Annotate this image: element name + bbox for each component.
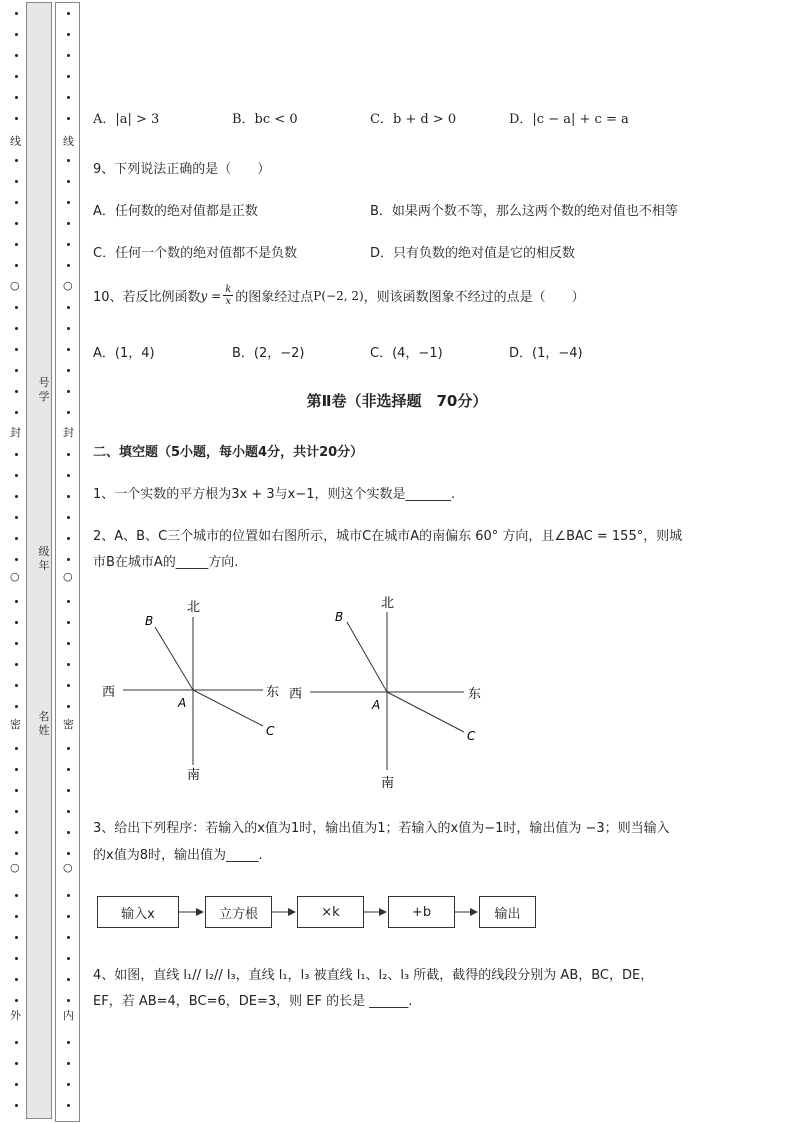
q9-option-d: D．只有负数的绝对值是它的相反数 xyxy=(370,246,576,261)
dot-mark xyxy=(67,978,70,981)
dot-mark xyxy=(15,243,18,246)
dot-mark xyxy=(67,159,70,162)
flow-input-label: 输入x xyxy=(121,906,155,922)
dot-mark xyxy=(15,789,18,792)
q9-option-c: C．任何一个数的绝对值都不是负数 xyxy=(93,246,298,261)
inner-mark-mi: 密 xyxy=(63,718,74,731)
dot-mark xyxy=(67,327,70,330)
dot-mark xyxy=(67,33,70,36)
north-label: 北 xyxy=(187,600,201,615)
flow-output-label: 输出 xyxy=(494,906,521,922)
inner-mark-feng: 封 xyxy=(63,426,74,439)
inner-mark-xian: 线 xyxy=(63,135,74,148)
dot-mark xyxy=(67,1062,70,1065)
inner-mark-circle: ○ xyxy=(63,570,73,583)
outer-mark-circle: ○ xyxy=(10,279,20,292)
dot-mark xyxy=(15,54,18,57)
inner-border xyxy=(55,2,80,1122)
dot-mark xyxy=(67,684,70,687)
dot-mark xyxy=(67,495,70,498)
dot-mark xyxy=(67,75,70,78)
dot-mark xyxy=(15,12,18,15)
outer-mark-circle: ○ xyxy=(10,861,20,874)
south-label: 南 xyxy=(187,768,201,783)
q8-option-c: C．b + d > 0 xyxy=(370,112,457,127)
q10-option-d: D．(1，−4) xyxy=(509,346,583,361)
outer-mark-feng: 封 xyxy=(10,426,21,439)
west-label: 西 xyxy=(289,687,303,702)
name-label: 名姓 xyxy=(38,710,50,737)
dot-mark xyxy=(15,159,18,162)
dot-mark xyxy=(15,537,18,540)
dot-mark xyxy=(15,768,18,771)
flow-times-k-label: ×k xyxy=(321,904,340,920)
dot-mark xyxy=(67,516,70,519)
fill-header: 二、填空题（5小题，每小题4分，共计20分） xyxy=(93,445,364,460)
dot-mark xyxy=(15,810,18,813)
fill-q3-line2: 的x值为8时，输出值为_____. xyxy=(93,848,263,863)
q10-option-c: C．(4，−1) xyxy=(370,346,443,361)
dot-mark xyxy=(15,831,18,834)
dot-mark xyxy=(15,1041,18,1044)
dot-mark xyxy=(15,201,18,204)
dot-mark xyxy=(67,558,70,561)
q10-func-den: x xyxy=(225,296,232,307)
dot-mark xyxy=(67,411,70,414)
q10-option-b: B．(2，−2) xyxy=(232,346,305,361)
dot-mark xyxy=(15,663,18,666)
q10-stem xyxy=(93,284,585,307)
dot-mark xyxy=(67,705,70,708)
q8-option-d: D．|c − a| + c = a xyxy=(509,112,629,127)
dot-mark xyxy=(15,117,18,120)
dot-mark xyxy=(15,264,18,267)
dot-mark xyxy=(15,516,18,519)
east-label: 东 xyxy=(468,687,482,702)
dot-mark xyxy=(67,852,70,855)
dot-mark xyxy=(67,1104,70,1107)
dot-mark xyxy=(67,663,70,666)
dot-mark xyxy=(67,180,70,183)
flow-plus-b-label: +b xyxy=(411,904,432,920)
dot-mark xyxy=(15,642,18,645)
binding-margin xyxy=(0,0,84,1123)
dot-mark xyxy=(67,222,70,225)
q10-fraction xyxy=(223,284,233,307)
compass-diagram-right xyxy=(288,592,498,792)
fill-q2-line2: 市B在城市A的_____方向. xyxy=(93,555,239,570)
dot-mark xyxy=(67,306,70,309)
west-label: 西 xyxy=(102,685,116,700)
dot-mark xyxy=(15,96,18,99)
inner-mark-circle: ○ xyxy=(63,861,73,874)
dot-mark xyxy=(15,600,18,603)
dot-mark xyxy=(15,705,18,708)
dot-mark xyxy=(15,1104,18,1107)
dot-mark xyxy=(67,369,70,372)
fill-q1: 1、一个实数的平方根为3x + 3与x−1，则这个实数是_______. xyxy=(93,487,456,502)
dot-mark xyxy=(15,453,18,456)
dot-mark xyxy=(15,348,18,351)
q10-func-y: y = xyxy=(200,288,222,303)
dot-mark xyxy=(67,621,70,624)
inner-mark-circle: ○ xyxy=(63,279,73,292)
dot-mark xyxy=(15,474,18,477)
dot-mark xyxy=(15,327,18,330)
q9-stem: 9、下列说法正确的是（ ） xyxy=(93,162,271,177)
dot-mark xyxy=(67,12,70,15)
point-a-label: A xyxy=(372,698,381,712)
dot-mark xyxy=(67,96,70,99)
q10-stem-post: ，则该函数图象不经过的点是（ ） xyxy=(363,290,585,305)
q8-option-b: B．bc < 0 xyxy=(232,112,298,127)
south-label: 南 xyxy=(381,776,395,791)
dot-mark xyxy=(15,852,18,855)
dot-mark xyxy=(67,348,70,351)
q9-option-b: B．如果两个数不等，那么这两个数的绝对值也不相等 xyxy=(370,204,678,219)
fill-q3-line1: 3、给出下列程序：若输入的x值为1时，输出值为1；若输入的x值为−1时，输出值为 −3；则当输入 xyxy=(93,821,670,836)
dot-mark xyxy=(67,201,70,204)
q9-option-a: A．任何数的绝对值都是正数 xyxy=(93,204,258,219)
dot-mark xyxy=(67,936,70,939)
point-b-label: B xyxy=(335,610,344,624)
q10-func-num: k xyxy=(225,284,232,295)
dot-mark xyxy=(67,768,70,771)
point-a-label: A xyxy=(178,696,187,710)
q10-stem-mid: 的图象经过点 xyxy=(235,290,314,305)
dot-mark xyxy=(67,999,70,1002)
dot-mark xyxy=(67,54,70,57)
dot-mark xyxy=(15,306,18,309)
dot-mark xyxy=(15,1062,18,1065)
dot-mark xyxy=(15,684,18,687)
dot-mark xyxy=(15,957,18,960)
dot-mark xyxy=(15,978,18,981)
dot-mark xyxy=(67,474,70,477)
flow-cuberoot-label: 立方根 xyxy=(218,906,258,922)
dot-mark xyxy=(67,642,70,645)
fill-q2-line1: 2、A、B、C三个城市的位置如右图所示，城市C在城市A的南偏东 60° 方向，且∠BAC = 155°，则城 xyxy=(93,529,683,544)
point-c-label: C xyxy=(467,729,476,743)
dot-mark xyxy=(15,33,18,36)
dot-mark xyxy=(67,810,70,813)
flow-arrows xyxy=(0,892,794,932)
dot-mark xyxy=(15,369,18,372)
compass-diagram-left xyxy=(95,595,295,795)
dot-mark xyxy=(15,747,18,750)
fill-q4-line1: 4、如图，直线 l₁// l₂// l₃，直线 l₁，l₃ 被直线 l₁、l₂、l₃ 所截，截得的线段分别为 AB，BC，DE， xyxy=(93,968,654,983)
dot-mark xyxy=(15,411,18,414)
dot-mark xyxy=(15,936,18,939)
dot-mark xyxy=(15,558,18,561)
q10-point: P(−2, 2) xyxy=(313,288,364,303)
east-label: 东 xyxy=(266,685,280,700)
dot-mark xyxy=(67,831,70,834)
dot-mark xyxy=(15,495,18,498)
grade-label: 级年 xyxy=(38,545,50,572)
dot-mark xyxy=(67,957,70,960)
q8-option-a: A．|a| > 3 xyxy=(93,112,160,127)
inner-mark-nei: 内 xyxy=(63,1009,74,1022)
outer-mark-wai: 外 xyxy=(10,1009,21,1022)
outer-mark-mi: 密 xyxy=(10,718,21,731)
dot-mark xyxy=(67,1041,70,1044)
point-c-label: C xyxy=(266,724,275,738)
q10-stem-pre: 10、若反比例函数 xyxy=(93,290,201,305)
dot-mark xyxy=(15,222,18,225)
dot-mark xyxy=(15,180,18,183)
outer-mark-circle: ○ xyxy=(10,570,20,583)
dot-mark xyxy=(67,600,70,603)
dot-mark xyxy=(67,789,70,792)
dot-mark xyxy=(67,264,70,267)
north-label: 北 xyxy=(381,596,395,611)
dot-mark xyxy=(67,537,70,540)
dot-mark xyxy=(67,747,70,750)
dot-mark xyxy=(15,1083,18,1086)
dot-mark xyxy=(67,243,70,246)
dot-mark xyxy=(15,621,18,624)
dot-mark xyxy=(67,117,70,120)
dot-mark xyxy=(15,999,18,1002)
q10-option-a: A．(1，4) xyxy=(93,346,155,361)
dot-mark xyxy=(67,453,70,456)
dot-mark xyxy=(67,1083,70,1086)
point-b-label: B xyxy=(145,614,154,628)
student-id-label: 号学 xyxy=(38,376,50,403)
dot-mark xyxy=(15,75,18,78)
part2-title: 第Ⅱ卷（非选择题 70分） xyxy=(306,392,488,410)
outer-mark-xian: 线 xyxy=(10,135,21,148)
fill-q4-line2: EF，若 AB=4，BC=6，DE=3，则 EF 的长是 ______. xyxy=(93,994,413,1009)
